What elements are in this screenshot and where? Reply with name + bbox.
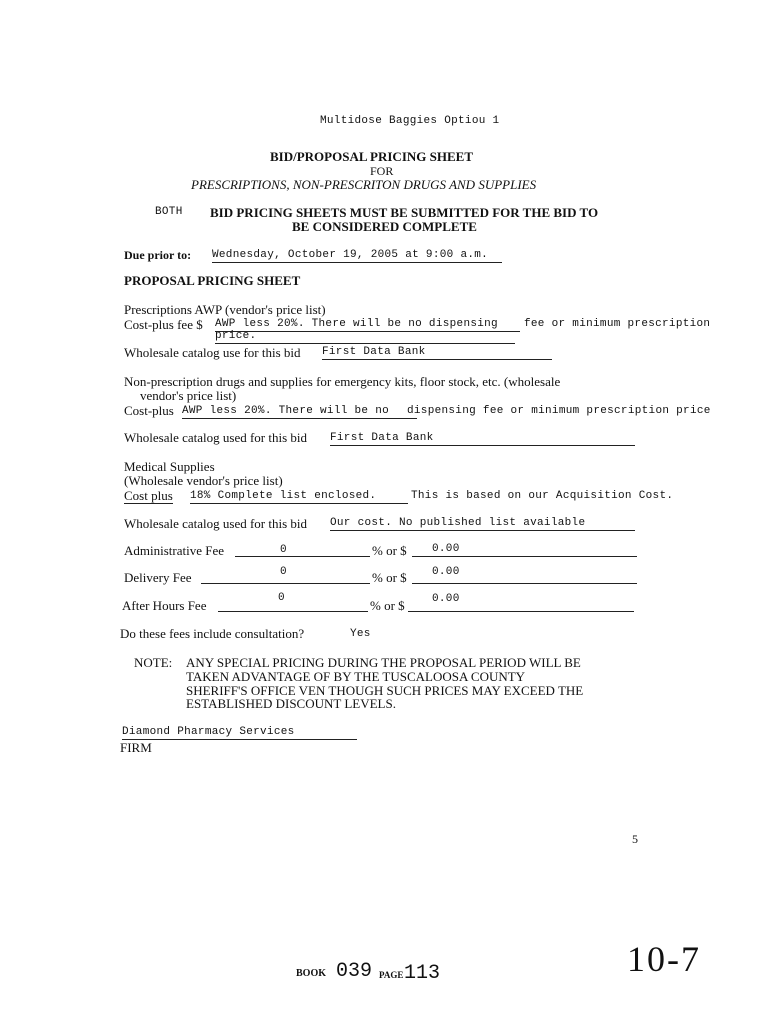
admin-fee-label: Administrative Fee	[124, 543, 225, 558]
delivery-fee-dollar-line	[412, 583, 637, 584]
note-label: NOTE:	[134, 655, 173, 670]
prescriptions-cost-label: Cost-plus fee $	[124, 317, 203, 332]
book-stamp-number: 039	[336, 960, 373, 983]
admin-fee-dollar-line	[412, 556, 637, 557]
nonrx-label-line1: Non-prescription drugs and supplies for emergency kits, floor stock, etc. (wholesale	[124, 374, 561, 389]
handwritten-mark: 10-7	[627, 939, 701, 979]
nonrx-label-line2: vendor's price list)	[140, 388, 237, 403]
both-notice-line1: BID PRICING SHEETS MUST BE SUBMITTED FOR THE BID TO	[210, 205, 599, 220]
both-label: BOTH	[155, 206, 183, 218]
prescriptions-cost-value-cont: price.	[215, 331, 515, 344]
consultation-answer: Yes	[350, 628, 371, 640]
nonrx-cost-value-tail: dispensing fee or minimum prescription price	[407, 405, 711, 417]
nonrx-catalog-label: Wholesale catalog used for this bid	[124, 430, 308, 445]
firm-label: FIRM	[120, 740, 152, 755]
admin-fee-percent-line	[235, 556, 370, 557]
nonrx-cost-value: AWP less 20%. There will be no	[182, 406, 417, 419]
after-hours-fee-label: After Hours Fee	[122, 598, 207, 613]
admin-fee-dollar: 0.00	[432, 543, 460, 555]
note-line3: SHERIFF'S OFFICE VEN THOUGH SUCH PRICES MAY EXCEED THE	[186, 683, 584, 698]
delivery-fee-percent-line	[201, 583, 370, 584]
medical-label-line1: Medical Supplies	[124, 459, 215, 474]
after-hours-fee-percent: 0	[278, 592, 285, 604]
after-hours-fee-unit: % or $	[370, 598, 405, 613]
nonrx-catalog-value: First Data Bank	[330, 433, 635, 446]
after-hours-fee-dollar: 0.00	[432, 593, 460, 605]
page-number: 5	[632, 832, 638, 846]
due-value: Wednesday, October 19, 2005 at 9:00 a.m.	[212, 250, 502, 263]
prescriptions-cost-value: AWP less 20%. There will be no dispensing	[215, 319, 520, 332]
admin-fee-unit: % or $	[372, 543, 407, 558]
both-notice-line2: BE CONSIDERED COMPLETE	[292, 219, 477, 234]
delivery-fee-dollar: 0.00	[432, 566, 460, 578]
page-stamp-number: 113	[404, 962, 441, 985]
medical-cost-value: 18% Complete list enclosed.	[190, 491, 408, 504]
medical-cost-label: Cost plus	[124, 488, 173, 503]
note-line1: ANY SPECIAL PRICING DURING THE PROPOSAL PERIOD WILL BE	[186, 655, 581, 670]
delivery-fee-percent: 0	[280, 566, 287, 578]
admin-fee-percent: 0	[280, 544, 287, 556]
medical-cost-value-tail: This is based on our Acquisition Cost.	[411, 490, 674, 502]
firm-name: Diamond Pharmacy Services	[122, 727, 357, 740]
note-line4: ESTABLISHED DISCOUNT LEVELS.	[186, 696, 396, 711]
page-subtitle: PRESCRIPTIONS, NON-PRESCRITON DRUGS AND SUPPLIES	[191, 177, 537, 192]
due-label: Due prior to:	[124, 248, 192, 262]
book-stamp-label: BOOK	[296, 968, 327, 979]
option-label: Multidose Baggies Optiou 1	[320, 115, 500, 127]
delivery-fee-unit: % or $	[372, 570, 407, 585]
prescriptions-catalog-label: Wholesale catalog use for this bid	[124, 345, 301, 360]
prescriptions-cost-value-tail: fee or minimum prescription	[524, 318, 711, 330]
prescriptions-catalog-value: First Data Bank	[322, 347, 552, 360]
medical-label-line2: (Wholesale vendor's price list)	[124, 473, 283, 488]
medical-catalog-label: Wholesale catalog used for this bid	[124, 516, 308, 531]
page-stamp-label: PAGE	[379, 970, 404, 980]
prescriptions-label: Prescriptions AWP (vendor's price list)	[124, 302, 326, 317]
nonrx-cost-label: Cost-plus	[124, 403, 174, 418]
note-line2: TAKEN ADVANTAGE OF BY THE TUSCALOOSA COUNTY	[186, 669, 526, 684]
section-title: PROPOSAL PRICING SHEET	[124, 273, 301, 288]
title-for: FOR	[370, 164, 394, 178]
medical-catalog-value: Our cost. No published list available	[330, 518, 635, 531]
consultation-question: Do these fees include consultation?	[120, 626, 305, 641]
delivery-fee-label: Delivery Fee	[124, 570, 192, 585]
after-hours-fee-dollar-line	[408, 611, 634, 612]
page-title: BID/PROPOSAL PRICING SHEET	[270, 149, 473, 164]
after-hours-fee-percent-line	[218, 611, 368, 612]
